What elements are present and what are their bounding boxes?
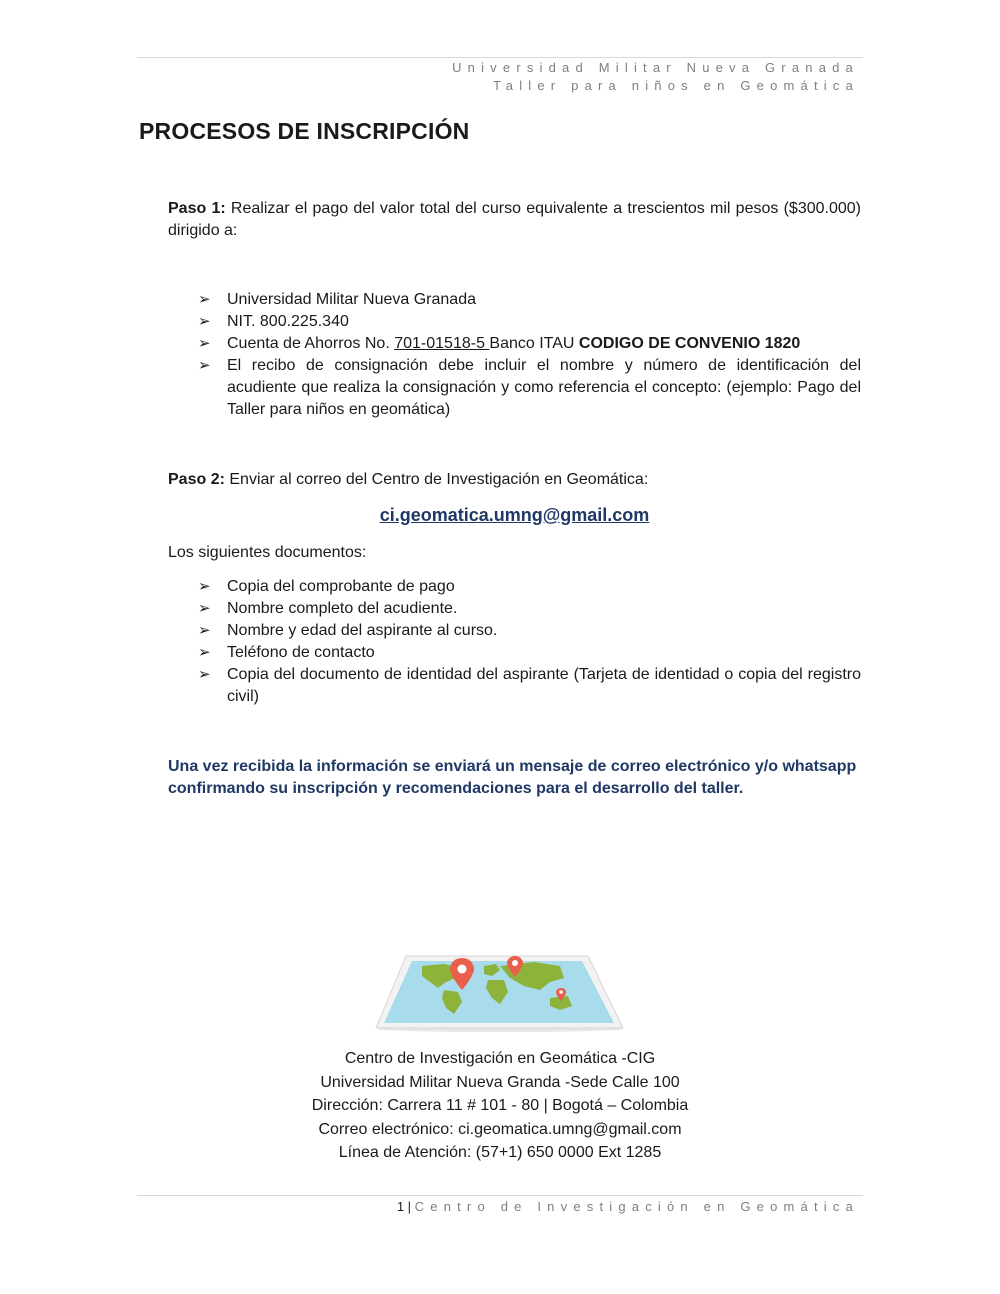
bullet-arrow-icon: ➢ [198, 291, 211, 308]
header-workshop: Taller para niños en Geomática [493, 78, 859, 93]
step1-text: Realizar el pago del valor total del curso equivalente a trescientos mil pesos ($300.000) dirigido a: [168, 200, 861, 239]
account-number: 701-01518-5 [394, 335, 490, 352]
bullet-arrow-icon: ➢ [198, 357, 211, 374]
step1-label: Paso 1: [168, 200, 226, 217]
contact-phone: Línea de Atención: (57+1) 650 0000 Ext 1285 [338, 1144, 662, 1161]
confirmation-note: Una vez recibida la información se enviará un mensaje de correo electrónico y/o whatsapp confirmando su inscripción y recomendaciones para el desarrollo del taller. [168, 758, 857, 797]
world-map-icon [374, 952, 626, 1032]
payment-details-list [168, 289, 861, 421]
contact-address: Dirección: Carrera 11 # 101 - 80 | Bogotá – Colombia [311, 1097, 689, 1114]
contact-campus: Universidad Militar Nueva Granda -Sede Calle 100 [320, 1073, 680, 1091]
contact-email: Correo electrónico: ci.geomatica.umng@gmail.com [318, 1120, 682, 1138]
documents-list [168, 576, 861, 708]
agreement-code: CODIGO DE CONVENIO 1820 [578, 335, 801, 352]
list-item: ➢ NIT. 800.225.340 [168, 311, 861, 333]
bullet-arrow-icon: ➢ [198, 644, 211, 661]
page-title: PROCESOS DE INSCRIPCIÓN [139, 118, 470, 144]
step2-paragraph [168, 469, 861, 491]
contact-center: Centro de Investigación en Geomática -CIG [344, 1050, 656, 1067]
list-item: ➢ Nombre completo del acudiente. [168, 598, 861, 620]
documents-intro: Los siguientes documentos: [168, 544, 367, 561]
bullet-arrow-icon: ➢ [198, 622, 211, 639]
list-item: ➢ Teléfono de contacto [168, 642, 861, 664]
bullet-arrow-icon: ➢ [198, 313, 211, 330]
list-item: ➢ Copia del documento de identidad del aspirante (Tarjeta de identidad o copia del registro civil) [198, 666, 861, 705]
list-item: ➢ Universidad Militar Nueva Granada [168, 289, 861, 311]
step2-text: Enviar al correo del Centro de Investigación en Geomática: [224, 471, 649, 488]
header-rule [137, 57, 863, 58]
bullet-arrow-icon: ➢ [198, 600, 211, 617]
step2-label: Paso 2: [168, 471, 225, 488]
footer-center-name: Centro de Investigación en Geomática [414, 1199, 859, 1214]
list-item: ➢ Copia del comprobante de pago [168, 576, 861, 598]
step1-paragraph [168, 198, 861, 242]
contact-block [168, 1047, 832, 1165]
footer-separator: | [404, 1199, 415, 1214]
footer-line [397, 1199, 859, 1214]
bullet-arrow-icon: ➢ [198, 578, 211, 595]
footer-rule [137, 1195, 863, 1196]
header-university: Universidad Militar Nueva Granada [452, 60, 859, 75]
list-item: ➢ El recibo de consignación debe incluir el nombre y número de identificación del acudiente que realiza la consignación y como referencia el concepto: (ejemplo: Pago del Taller para niños en geomática) [198, 357, 861, 418]
bullet-arrow-icon: ➢ [198, 666, 211, 683]
contact-email-link[interactable]: ci.geomatica.umng@gmail.com [379, 505, 650, 525]
bank-name: Banco ITAU [489, 335, 579, 352]
bullet-arrow-icon: ➢ [198, 335, 211, 352]
list-item: ➢ Nombre y edad del aspirante al curso. [168, 620, 861, 642]
list-item: ➢ Cuenta de Ahorros No. 701-01518-5 Banco ITAU CODIGO DE CONVENIO 1820 [168, 333, 861, 355]
page-number: 1 [396, 1199, 405, 1214]
